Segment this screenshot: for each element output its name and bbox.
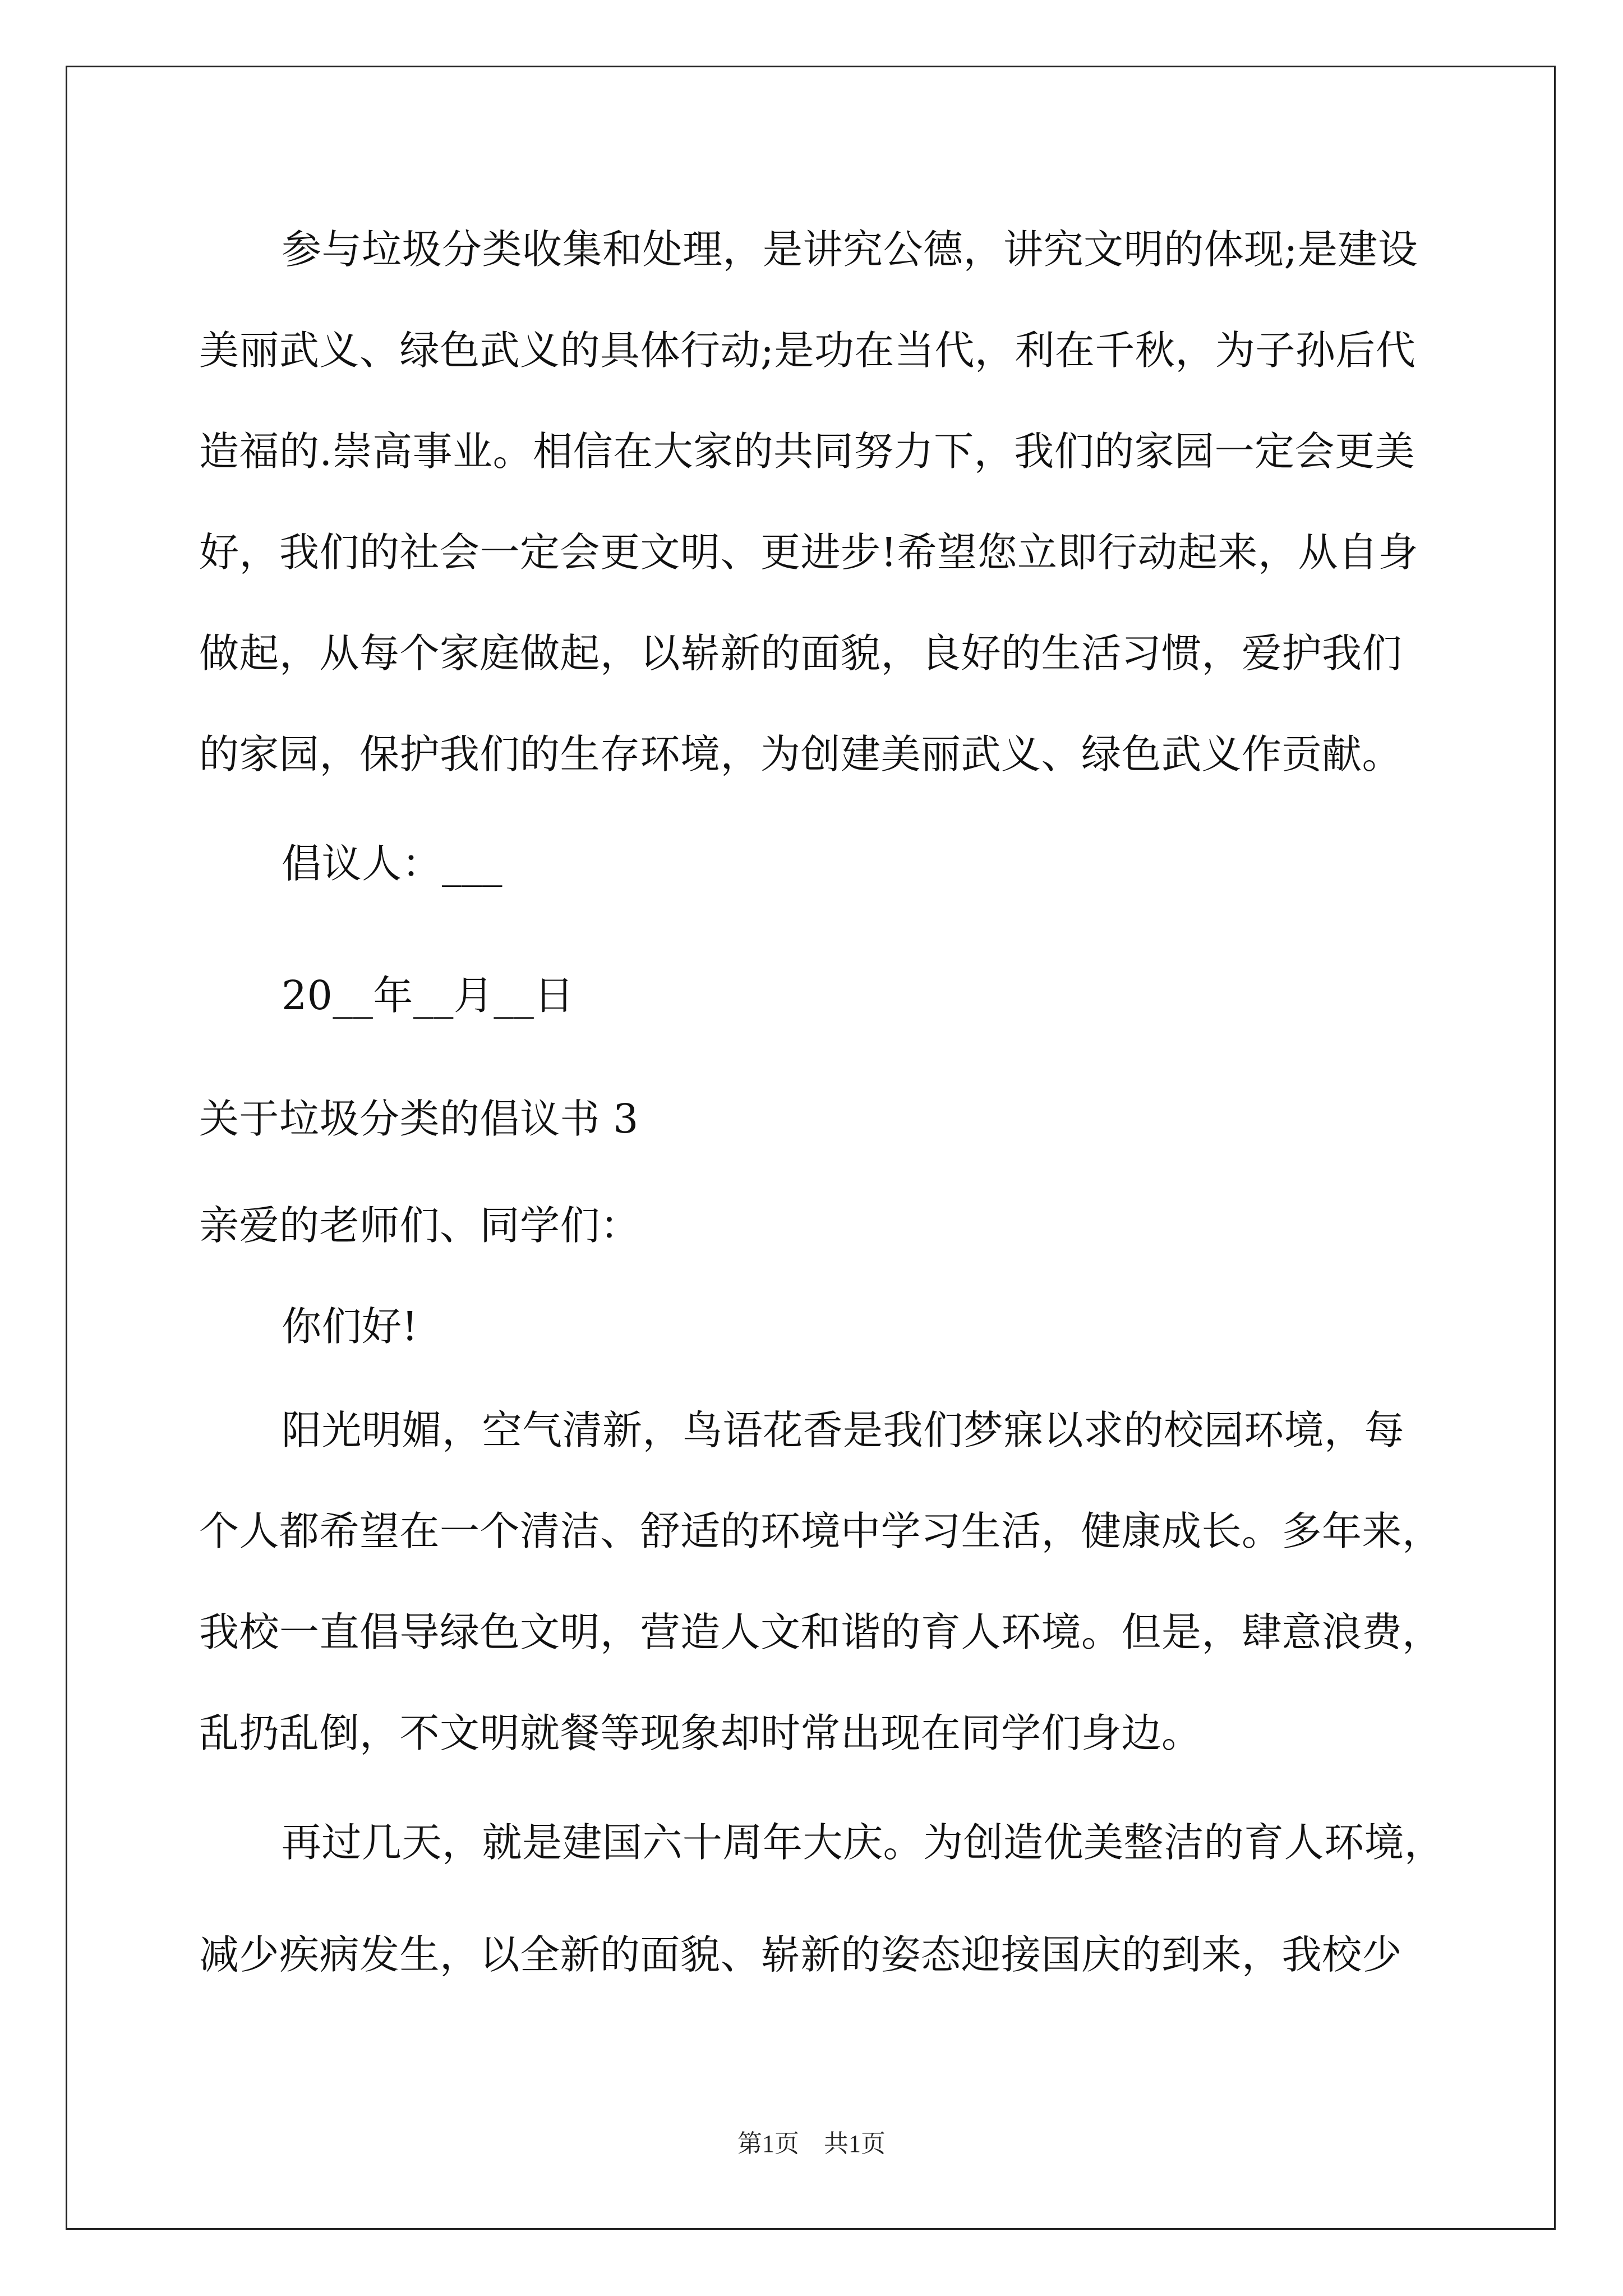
date-line: 20__年__月__日: [282, 972, 574, 1019]
paragraph-line: 再过几天，就是建国六十周年大庆。为创造优美整洁的育人环境，: [282, 1819, 1445, 1866]
paragraph-line: 个人都希望在一个清洁、舒适的环境中学习生活，健康成长。多年来，: [199, 1508, 1442, 1554]
paragraph-line: 做起，从每个家庭做起，以崭新的面貌，良好的生活习惯，爱护我们: [199, 630, 1403, 677]
paragraph-line: 参与垃圾分类收集和处理，是讲究公德，讲究文明的体现;是建设: [282, 226, 1418, 273]
greeting: 你们好!: [282, 1303, 418, 1350]
signature-line: 倡议人：___: [282, 840, 503, 887]
paragraph-line: 我校一直倡导绿色文明，营造人文和谐的育人环境。但是，肆意浪费，: [199, 1609, 1442, 1655]
paragraph-line: 美丽武义、绿色武义的具体行动;是功在当代，利在千秋，为子孙后代: [199, 327, 1416, 374]
section-title: 关于垃圾分类的倡议书 3: [199, 1096, 639, 1142]
paragraph-line: 的家园，保护我们的生存环境，为创建美丽武义、绿色武义作贡献。: [199, 731, 1403, 777]
paragraph-line: 造福的.崇高事业。相信在大家的共同努力下，我们的家园一定会更美: [199, 428, 1415, 475]
salutation: 亲爱的老师们、同学们：: [199, 1202, 640, 1249]
paragraph-line: 阳光明媚，空气清新，鸟语花香是我们梦寐以求的校园环境，每: [282, 1407, 1405, 1453]
paragraph-line: 好，我们的社会一定会更文明、更进步!希望您立即行动起来，从自身: [199, 529, 1419, 576]
paragraph-line: 减少疾病发生，以全新的面貌、崭新的姿态迎接国庆的到来，我校少: [199, 1931, 1403, 1978]
page-border: [66, 66, 1556, 2230]
paragraph-line: 乱扔乱倒，不文明就餐等现象却时常出现在同学们身边。: [199, 1710, 1202, 1756]
page-footer: 第1页 共1页: [737, 2130, 886, 2157]
